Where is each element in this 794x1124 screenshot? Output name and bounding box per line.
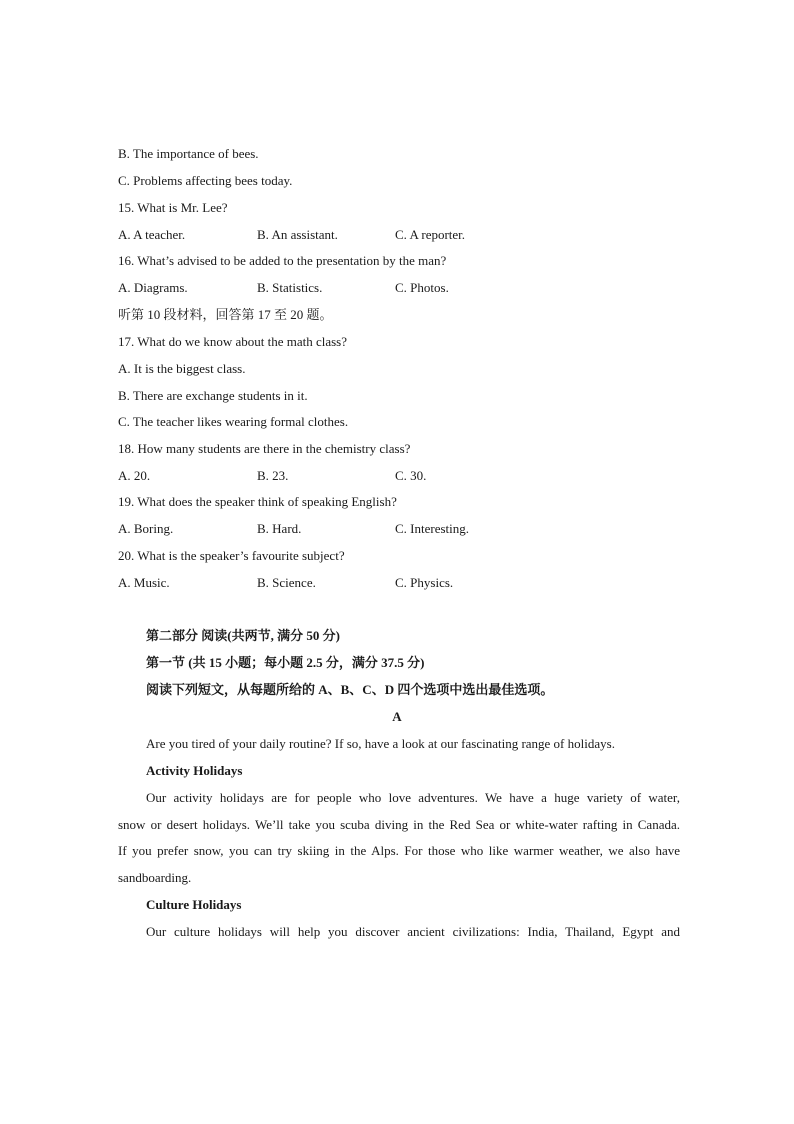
q14-option-c: C. Problems affecting bees today. [118,173,293,188]
q19-option-b: B. Hard. [257,521,302,536]
q15-option-a: A. A teacher. [118,227,186,242]
q15-option-c: C. A reporter. [395,227,466,242]
q14-option-b: B. The importance of bees. [118,146,259,161]
passage-intro: Are you tired of your daily routine? If so, have a look at our fascinating range of holidays. [146,736,615,751]
q15-question: 15. What is Mr. Lee? [118,200,228,215]
reading-instruction: 阅读下列短文，从每题所给的 A、B、C、D 四个选项中选出最佳选项。 [146,682,554,697]
q15-option-b: B. An assistant. [257,227,338,242]
activity-paragraph-line: snow or desert holidays. We’ll take you scuba diving in the Red Sea or white-water rafting in Canada. [118,817,680,832]
activity-paragraph-line: sandboarding. [118,870,192,885]
q20-question: 20. What is the speaker’s favourite subject? [118,548,345,563]
part-two-heading: 第二部分 阅读(共两节, 满分 50 分) [146,628,340,643]
q18-option-a: A. 20. [118,468,151,483]
q20-option-a: A. Music. [118,575,170,590]
q20-option-c: C. Physics. [395,575,454,590]
q19-option-a: A. Boring. [118,521,174,536]
q16-option-a: A. Diagrams. [118,280,188,295]
q18-question: 18. How many students are there in the chemistry class? [118,441,411,456]
q17-option-b: B. There are exchange students in it. [118,388,308,403]
culture-holidays-heading: Culture Holidays [146,897,242,912]
q19-option-c: C. Interesting. [395,521,470,536]
q18-option-b: B. 23. [257,468,289,483]
q17-option-c: C. The teacher likes wearing formal clothes. [118,414,349,429]
activity-paragraph-line: Our activity holidays are for people who love adventures. We have a huge variety of water, [146,790,680,805]
passage-label: A [392,709,402,724]
q16-option-c: C. Photos. [395,280,449,295]
section10-instruction: 听第 10 段材料，回答第 17 至 20 题。 [118,307,333,322]
activity-holidays-heading: Activity Holidays [146,763,243,778]
activity-paragraph-line: If you prefer snow, you can try skiing in the Alps. For those who like warmer weather, we also have [118,843,680,858]
q16-option-b: B. Statistics. [257,280,323,295]
q16-question: 16. What’s advised to be added to the presentation by the man? [118,253,447,268]
q17-option-a: A. It is the biggest class. [118,361,246,376]
section-one-heading: 第一节 (共 15 小题；每小题 2.5 分，满分 37.5 分) [146,655,425,670]
q18-option-c: C. 30. [395,468,427,483]
q17-question: 17. What do we know about the math class? [118,334,348,349]
culture-paragraph-line: Our culture holidays will help you discover ancient civilizations: India, Thailand, Egypt and [146,924,680,939]
q19-question: 19. What does the speaker think of speaking English? [118,494,397,509]
q20-option-b: B. Science. [257,575,316,590]
